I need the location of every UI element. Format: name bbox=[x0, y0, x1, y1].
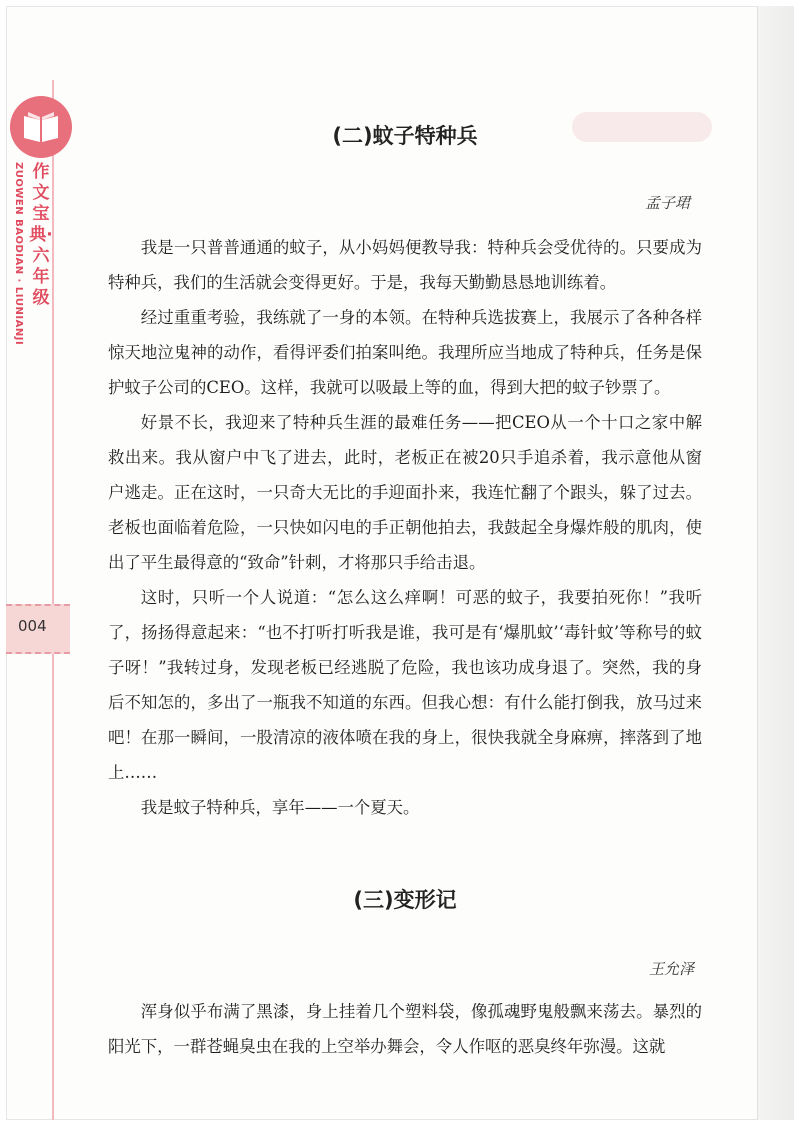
article-body bbox=[108, 230, 702, 825]
article-author: 孟子珺 bbox=[644, 194, 690, 212]
article-title: (三)变形记 bbox=[353, 888, 457, 912]
paragraph: 我是蚊子特种兵，享年——一个夏天。 bbox=[140, 798, 420, 817]
paragraph: 我是一只普普通通的蚊子，从小妈妈便教导我：特种兵会受优待的。只要成为特种兵，我们的生活就会变得更好。于是，我每天勤勤恳恳地训练着。 bbox=[108, 238, 702, 292]
paragraph: 好景不长，我迎来了特种兵生涯的最难任务——把CEO从一个十口之家中解救出来。我从窗户中飞了进去，此时，老板正在被20只手追杀着，我示意他从窗户逃走。正在这时，一只奇大无比的手迎面扑来，我连忙翻了个跟头，躲了过去。老板也面临着危险，一只快如闪电的手正朝他拍去，我鼓起全身爆炸般的肌肉，使出了平生最得意的“致命”针刺，才将那只手给击退。 bbox=[108, 413, 702, 572]
sidebar-title: 作文宝典·六年级 bbox=[29, 162, 53, 308]
sidebar-pinyin: ZUOWEN BAODIAN · LIUNIANJI bbox=[13, 162, 24, 346]
page-edge-strip bbox=[757, 6, 794, 1120]
paragraph: 浑身似乎布满了黑漆，身上挂着几个塑料袋，像孤魂野鬼般飘来荡去。暴烈的阳光下，一群苍蝇臭虫在我的上空举办舞会，令人作呕的恶臭终年弥漫。这就 bbox=[108, 1002, 702, 1056]
page-number: 004 bbox=[18, 617, 47, 635]
article-title: (二)蚊子特种兵 bbox=[332, 124, 478, 148]
open-book-icon bbox=[22, 110, 60, 144]
article-body bbox=[108, 994, 702, 1064]
paragraph: 这时，只听一个人说道：“怎么这么痒啊！可恶的蚊子，我要拍死你！”我听了，扬扬得意起来：“也不打听打听我是谁，我可是有‘爆肌蚊’‘毒针蚊’等称号的蚊子呀！”我转过身，发现老板已经逃脱了危险，我也该功成身退了。突然，我的身后不知怎的，多出了一瓶我不知道的东西。但我心想：有什么能打倒我，放马过来吧！在那一瞬间，一股清凉的液体喷在我的身上，很快我就全身麻痹，摔落到了地上…… bbox=[108, 588, 702, 782]
article-author: 王允泽 bbox=[648, 960, 694, 978]
paragraph: 经过重重考验，我练就了一身的本领。在特种兵选拔赛上，我展示了各种各样惊天地泣鬼神的动作，看得评委们拍案叫绝。我理所应当地成了特种兵，任务是保护蚊子公司的CEO。这样，我就可以吸最上等的血，得到大把的蚊子钞票了。 bbox=[108, 308, 702, 397]
book-logo bbox=[10, 96, 72, 158]
